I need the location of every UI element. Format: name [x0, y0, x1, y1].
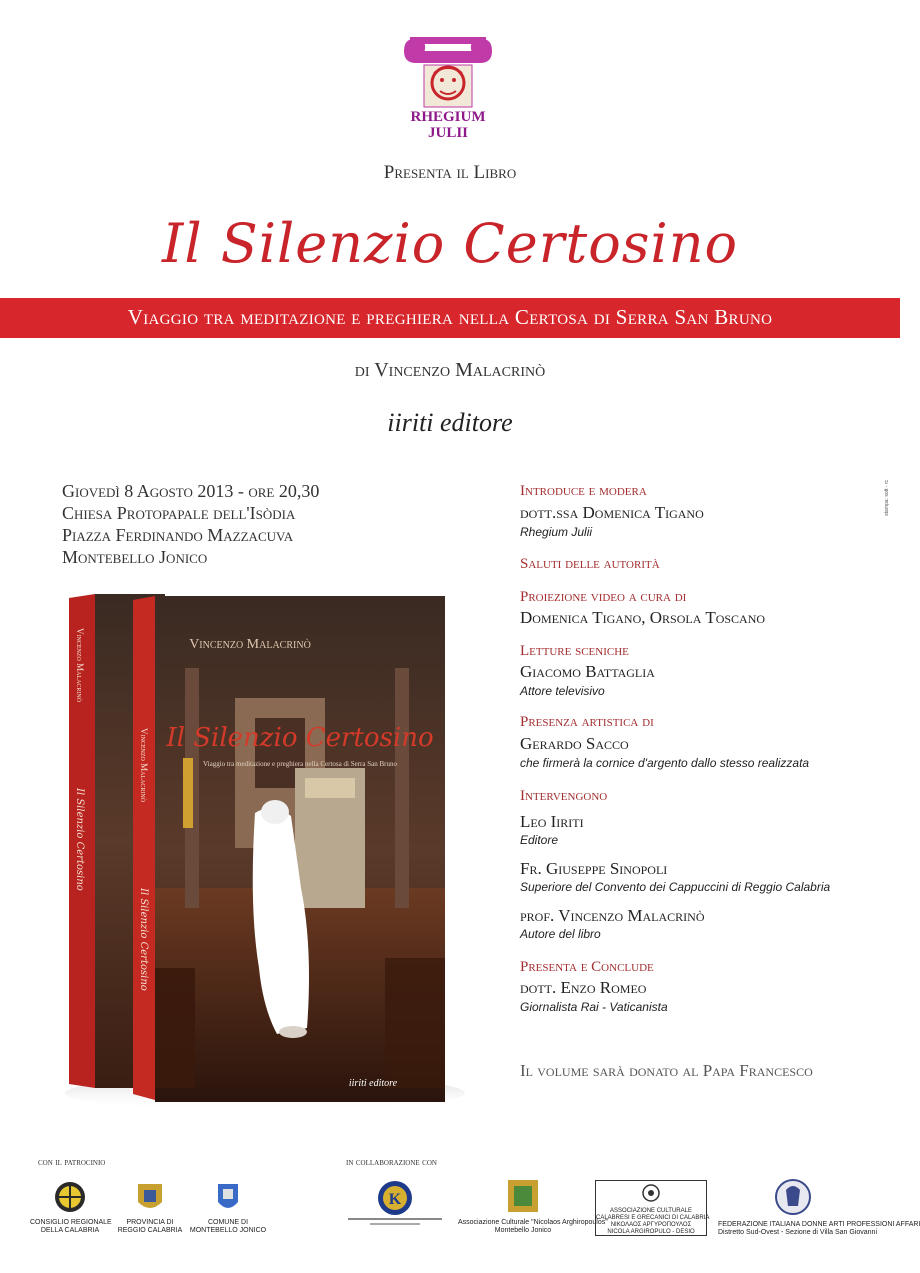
association-seal-icon — [596, 1183, 706, 1203]
patron-caption: CONSIGLIO REGIONALE DELLA CALABRIA — [30, 1219, 112, 1234]
program-label: Letture sceniche — [520, 643, 629, 659]
cover-subtitle: Viaggio tra meditazione e preghiera nella Certosa di Serra San Bruno — [203, 760, 397, 768]
donation-note: Il volume sarà donato al Papa Francesco — [520, 1061, 813, 1080]
event-date: Giovedì 8 Agosto 2013 - ore 20,30 — [62, 481, 320, 501]
program-person-role: Attore televisivo — [520, 684, 605, 698]
program-label: Presenta e Conclude — [520, 959, 654, 975]
patron-caption: PROVINCIA DI REGGIO CALABRIA — [117, 1219, 183, 1234]
program-person-role: che firmerà la cornice d'argento dallo stesso realizzata — [520, 756, 810, 770]
regional-council-emblem-icon — [30, 1180, 110, 1214]
program-person-name: Giacomo Battaglia — [520, 662, 655, 681]
book-subtitle: Viaggio tra meditazione e preghiera nella Certosa di Serra San Bruno — [127, 305, 773, 329]
program-label: Saluti delle autorità — [520, 556, 660, 572]
cover-publisher: iiriti editore — [348, 1078, 398, 1089]
event-info — [62, 480, 319, 568]
province-emblem-icon — [105, 1180, 195, 1214]
program-label: Introduce e modera — [520, 483, 647, 499]
book-cover-illustration — [55, 588, 475, 1128]
program-person-role: Superiore del Convento dei Cappuccini di Reggio Calabria — [520, 880, 831, 894]
program-person-name: Domenica Tigano, Orsola Toscano — [520, 608, 766, 627]
association-emblem-icon — [458, 1178, 588, 1214]
town-emblem-icon — [188, 1180, 268, 1214]
partner-fidapa — [718, 1178, 920, 1237]
program-person-name: Fr. Giuseppe Sinopoli — [520, 859, 668, 878]
event-town: Montebello Jonico — [62, 547, 208, 567]
partner-nicolaos-association — [458, 1178, 608, 1235]
author-line: di Vincenzo Malacrinò — [354, 359, 546, 381]
program-person-role: Editore — [520, 833, 559, 847]
publisher-logo: iiriti editore — [387, 408, 513, 437]
program-person-role: Autore del libro — [520, 927, 601, 941]
program-label: Proiezione video a cura di — [520, 589, 687, 605]
program-person-role: Rhegium Julii — [520, 525, 593, 539]
partner-caption: FEDERAZIONE ITALIANA DONNE ARTI PROFESSIONI AFFARI Distretto Sud-Ovest - Sezione di Villa San Giovanni — [718, 1221, 920, 1236]
spine-title: Il Silenzio Certosino — [138, 888, 149, 991]
logo-line-1: RHEGIUM — [410, 109, 486, 125]
patron-caption: COMUNE DI MONTEBELLO JONICO — [189, 1219, 267, 1234]
program-person-name: Gerardo Sacco — [520, 734, 629, 753]
partner-caption: ASSOCIAZIONE CULTURALE CALABRESI E GRECANICI DI CALABRIA ΝΙΚΟΛΑΟΣ ΑΡΓΥΡΟΠΟΥΛΟΣ NICOLA ARGIROPULO - DESIO — [596, 1208, 710, 1235]
program-person-role: Giornalista Rai - Vaticanista — [520, 1000, 668, 1014]
fidapa-logo-icon — [718, 1178, 868, 1216]
back-spine-title: Il Silenzio Certosino — [74, 788, 85, 891]
partner-argiropulo-association — [595, 1180, 710, 1236]
collaboration-label: in collaborazione con — [346, 1157, 437, 1168]
kiwanis-logo-icon — [340, 1178, 450, 1228]
program-label: Intervengono — [520, 788, 608, 804]
event-address: Piazza Ferdinando Mazzacuva — [62, 525, 294, 545]
partner-caption: Associazione Culturale "Nicolaos Arghiropoulos" Montebello Jonico — [458, 1219, 608, 1234]
svg-text:K: K — [388, 1191, 402, 1208]
patron-province — [105, 1180, 195, 1235]
patron-municipality — [188, 1180, 268, 1235]
spine-author: Vincenzo Malacrinò — [139, 728, 149, 803]
patronage-label: con il patrocinio — [38, 1157, 106, 1168]
event-venue: Chiesa Protopapale dell'Isòdia — [62, 503, 296, 523]
program-person-name: dott.ssa Domenica Tigano — [520, 503, 704, 522]
book-title: Il Silenzio Certosino — [161, 212, 738, 275]
cover-title: Il Silenzio Certosino — [166, 723, 434, 753]
rhegium-julii-logo — [400, 33, 496, 143]
program-person-name: dott. Enzo Romeo — [520, 978, 647, 997]
program-person-name: prof. Vincenzo Malacrinò — [520, 906, 705, 925]
presents-label: Presenta il Libro — [383, 162, 517, 183]
back-spine-author: Vincenzo Malacrinò — [75, 628, 85, 703]
cover-author: Vincenzo Malacrinò — [189, 637, 311, 652]
partner-kiwanis — [340, 1178, 450, 1233]
printer-stamp: stampa: sott - rc — [884, 480, 890, 516]
logo-line-2: JULII — [427, 125, 468, 141]
patron-regional-council — [30, 1180, 110, 1235]
program-person-name: Leo Iiriti — [520, 812, 584, 831]
program-label: Presenza artistica di — [520, 714, 654, 730]
book-image — [55, 588, 475, 1128]
